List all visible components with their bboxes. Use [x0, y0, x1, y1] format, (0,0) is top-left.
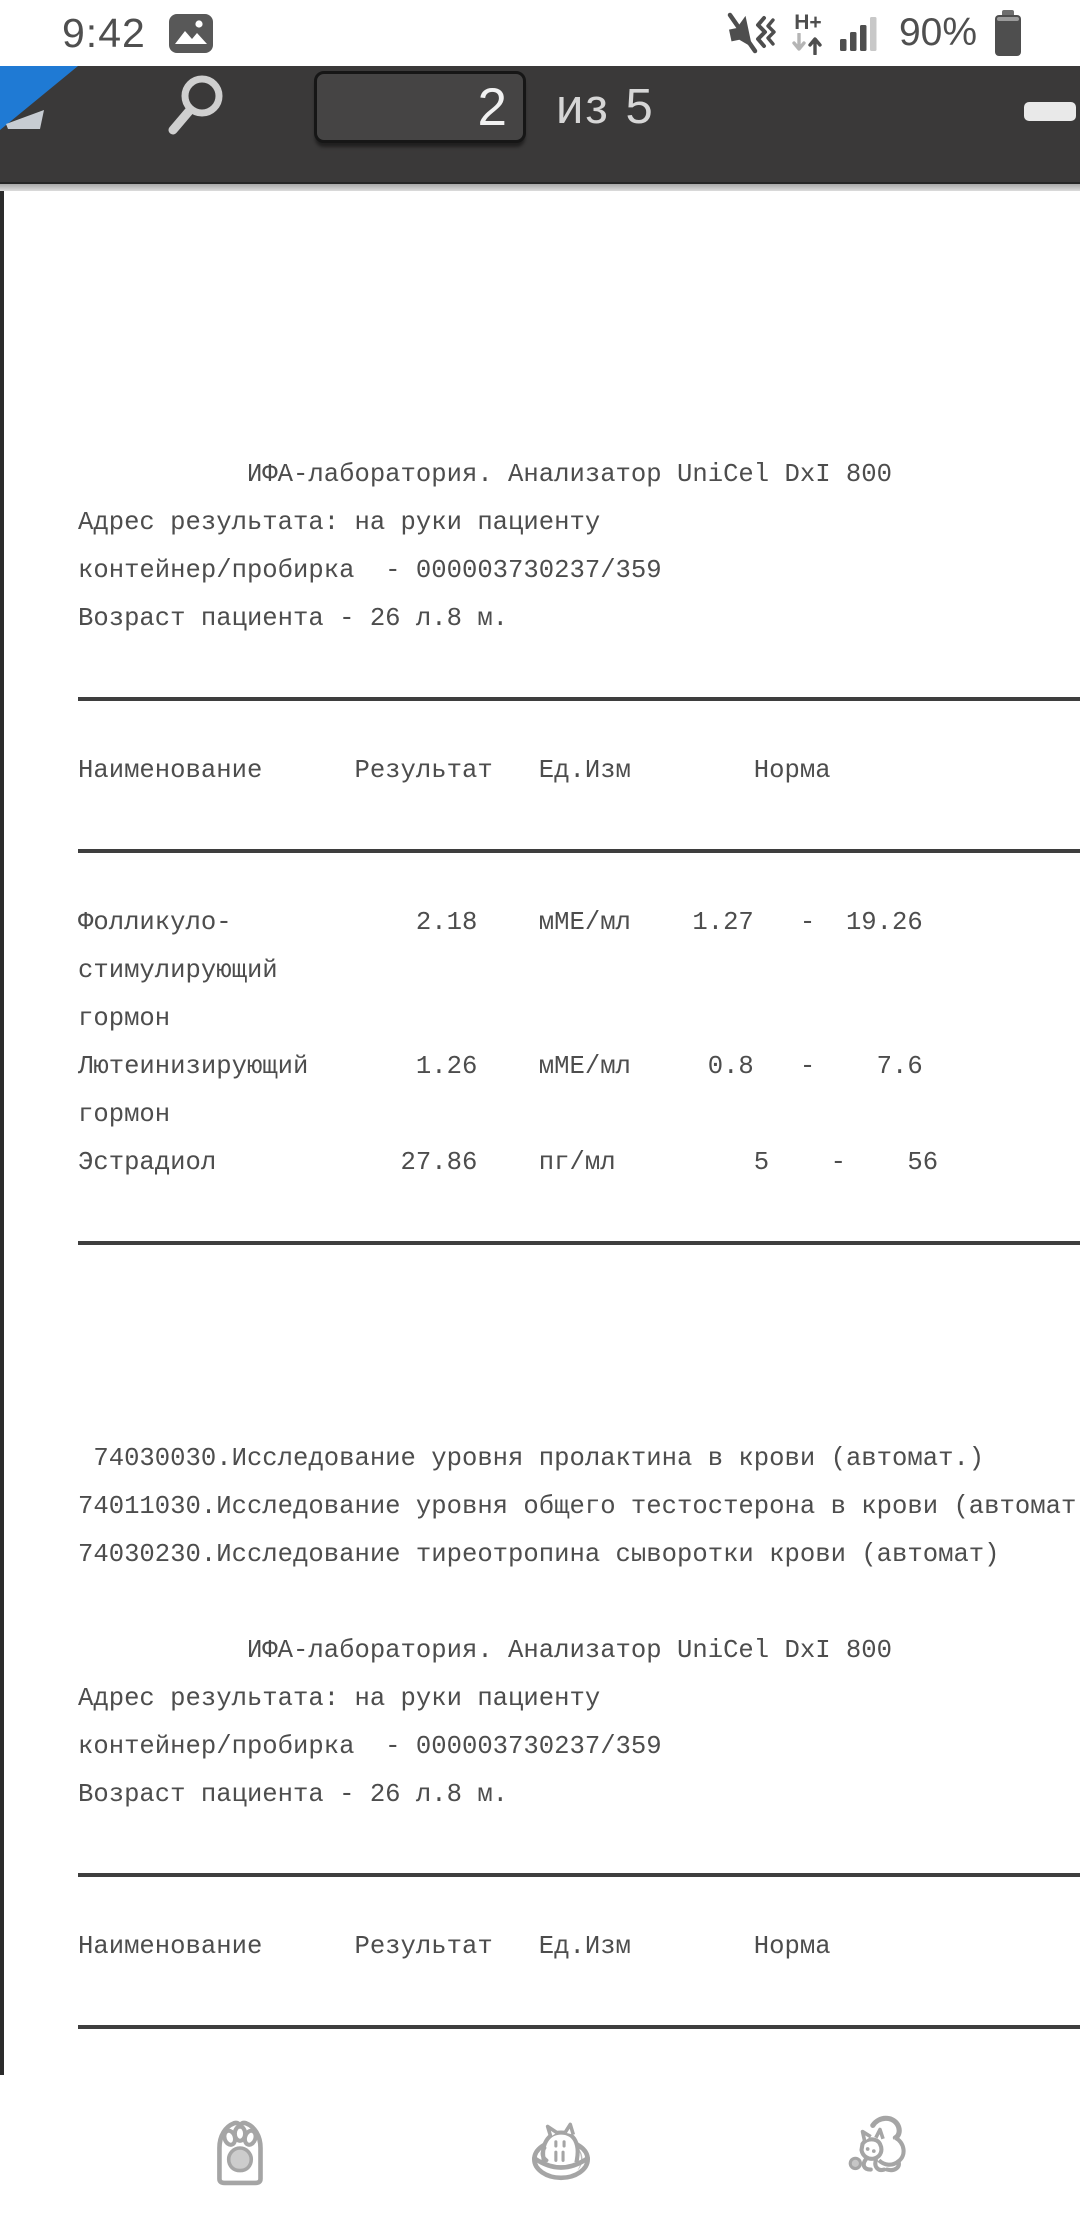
- bottom-nav: [0, 2075, 1080, 2220]
- paw-icon[interactable]: [202, 2109, 280, 2187]
- document-line: [78, 1579, 1080, 1627]
- image-notification-icon: [168, 13, 214, 54]
- status-bar: [0, 0, 1080, 66]
- table-rule: [78, 697, 1080, 701]
- search-icon[interactable]: [158, 70, 234, 142]
- document-line: Адрес результата: на руки пациенту: [78, 1684, 601, 1713]
- page-curl-decoration: [0, 66, 80, 132]
- status-bar-left: [0, 10, 214, 57]
- document-line: Фолликуло- 2.18 мМЕ/мл 1.27 - 19.26: [78, 908, 923, 937]
- document-line: гормон: [78, 1004, 171, 1033]
- status-bar-right: [726, 9, 1080, 57]
- document-line: гормон: [78, 1100, 171, 1129]
- toolbar-shadow: [0, 184, 1080, 191]
- document-line: 74030230.Исследование тиреотропина сыворотки крови (автомат): [78, 1540, 1000, 1569]
- page-number-value: 2: [477, 77, 507, 137]
- document-line: контейнер/пробирка - 000003730237/359: [78, 556, 662, 585]
- clock: 9:42: [62, 9, 146, 56]
- document-line: Эстрадиол 27.86 пг/мл 5 - 56: [78, 1148, 939, 1177]
- document-line: Наименование Результат Ед.Изм Норма: [78, 1932, 831, 1961]
- document-line: ИФА-лаборатория. Анализатор UniCel DxI 800: [78, 460, 893, 489]
- table-rule: [78, 2025, 1080, 2029]
- document-line: [78, 1291, 1080, 1339]
- mobile-data-icon: [791, 12, 825, 55]
- document-line: [78, 1387, 1080, 1435]
- stretching-cat-icon[interactable]: [842, 2109, 920, 2187]
- document-line: Лютеинизирующий 1.26 мМЕ/мл 0.8 - 7.6: [78, 1052, 923, 1081]
- network-type-label: H+: [794, 10, 822, 34]
- document-page[interactable]: [0, 191, 1080, 2075]
- sleeping-cat-icon[interactable]: [522, 2109, 600, 2187]
- table-rule: [78, 849, 1080, 853]
- menu-icon[interactable]: [1024, 102, 1076, 121]
- document-line: 74030030.Исследование уровня пролактина в крови (автомат.): [78, 1444, 985, 1473]
- document-line: стимулирующий: [78, 956, 278, 985]
- page-number-input[interactable]: [314, 71, 526, 143]
- document-line: Возраст пациента - 26 л.8 м.: [78, 1780, 509, 1809]
- battery-icon: [992, 9, 1024, 57]
- document-line: ИФА-лаборатория. Анализатор UniCel DxI 800: [78, 1636, 893, 1665]
- document-line: контейнер/пробирка - 000003730237/359: [78, 1732, 662, 1761]
- pdf-toolbar: [0, 66, 1080, 184]
- signal-strength-icon: [840, 15, 880, 51]
- document-line: [78, 1339, 1080, 1387]
- document-line: Наименование Результат Ед.Изм Норма: [78, 756, 831, 785]
- page-count-label: из 5: [556, 80, 655, 134]
- table-rule: [78, 1241, 1080, 1245]
- mute-vibrate-icon: [726, 12, 776, 54]
- document-line: Возраст пациента - 26 л.8 м.: [78, 604, 509, 633]
- battery-percentage: 90%: [898, 11, 977, 54]
- document-line: 74011030.Исследование уровня общего тестостерона в крови (автомат: [78, 1492, 1077, 1521]
- document-line: Адрес результата: на руки пациенту: [78, 508, 601, 537]
- table-rule: [78, 1873, 1080, 1877]
